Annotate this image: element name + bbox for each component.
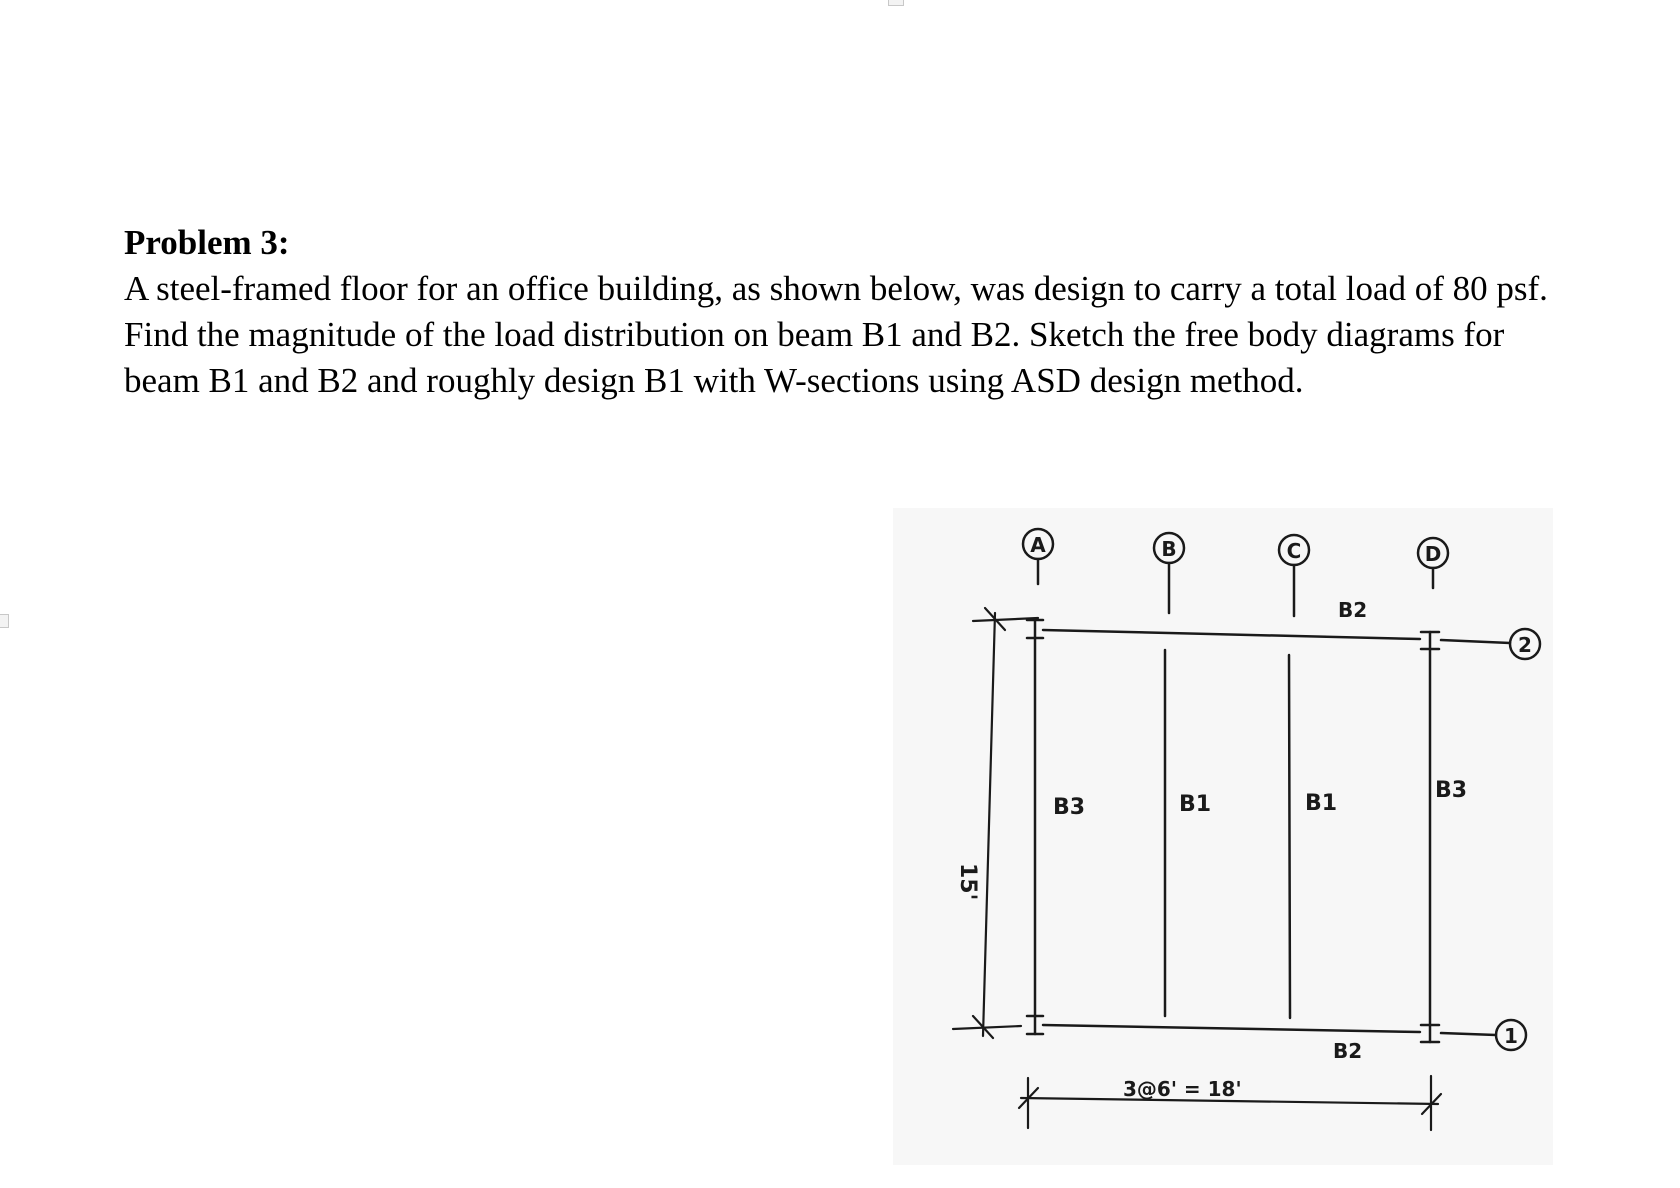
dimension-horizontal [1019,1076,1441,1130]
svg-text:A: A [1030,533,1046,557]
grid-bubble-d [1418,538,1448,568]
svg-text:B: B [1161,537,1177,561]
floor-framing-figure [893,508,1553,1165]
column-a1 [1027,1016,1043,1034]
grid-bubble-2 [1510,629,1540,659]
grid-bubble-b [1154,533,1184,563]
page-edge-mark-left [0,614,9,628]
page-edge-mark-top [888,0,904,6]
dimension-18ft: 3@6' = 18' [1123,1077,1242,1101]
column-d2 [1421,632,1439,649]
label-b2-bottom: B2 [1333,1039,1363,1063]
problem-title: Problem 3: [124,223,290,262]
grid-bubble-1 [1496,1020,1526,1050]
floor-framing-sketch [893,508,1553,1165]
label-b2-top: B2 [1338,598,1368,622]
column-a2 [1027,620,1043,638]
svg-text:C: C [1286,539,1302,563]
label-b1-second: B1 [1305,791,1338,816]
beam-b1-second [1289,655,1290,1018]
dimension-15ft: 15' [955,863,980,901]
problem-statement [124,220,1564,404]
girder-b2-bottom [1043,1025,1496,1035]
svg-text:1: 1 [1504,1024,1518,1048]
label-b3-left: B3 [1053,795,1086,820]
label-b3-right: B3 [1435,778,1468,803]
grid-bubble-c [1279,535,1309,565]
problem-body: A steel-framed floor for an office building, as shown below, was design to carry a total load of 80 psf. Find the magnitude of the load distribution on beam B1 and B2. Sketch the free body diagrams for beam B1 and B2 and roughly design B1 with W-sections using ASD design method. [124,269,1548,400]
svg-text:2: 2 [1518,633,1532,657]
column-d1 [1421,1025,1439,1042]
grid-leaders [1038,559,1433,616]
svg-text:D: D [1424,542,1442,566]
dimension-vertical [953,608,1038,1038]
grid-bubble-a [1023,529,1053,559]
label-b1-first: B1 [1179,792,1212,817]
